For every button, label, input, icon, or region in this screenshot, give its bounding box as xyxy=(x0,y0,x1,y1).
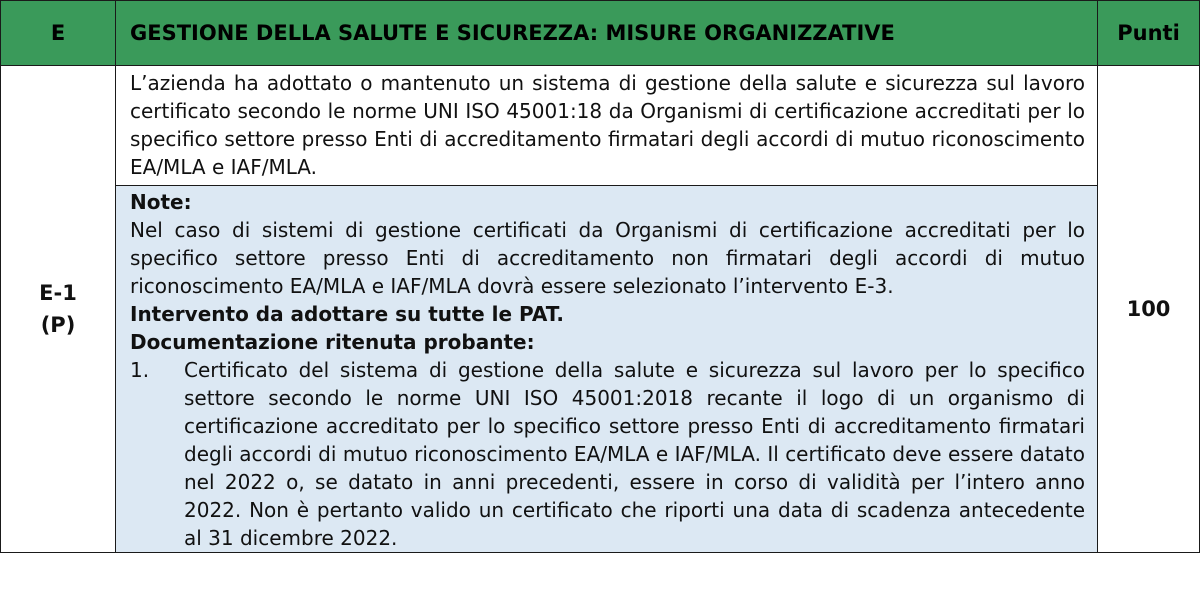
notes-cell xyxy=(116,186,1098,553)
intervention-text: Intervento da adottare su tutte le PAT. xyxy=(130,302,564,326)
header-code: E xyxy=(1,1,116,66)
notes-text: Nel caso di sistemi di gestione certificati da Organismi di certificazione accreditati per lo specifico settore presso Enti di accreditamento non firmatari degli accordi di mutuo riconoscimento EA/MLA e IAF/MLA dovrà essere selezionato l’intervento E-3. xyxy=(130,218,1085,298)
documentation-title: Documentazione ritenuta probante: xyxy=(130,330,535,354)
row-description: L’azienda ha adottato o mantenuto un sistema di gestione della salute e sicurezza sul lavoro certificato secondo le norme UNI ISO 45001:18 da Organismi di certificazione accreditati per lo specifico settore presso Enti di accreditamento firmatari degli accordi di mutuo riconoscimento EA/MLA e IAF/MLA. xyxy=(116,66,1098,186)
row-points: 100 xyxy=(1098,66,1200,553)
row-code-cell xyxy=(1,66,116,553)
notes-row xyxy=(1,186,1200,553)
table-header-row xyxy=(1,1,1200,66)
row-code-suffix: (P) xyxy=(40,313,76,337)
header-points: Punti xyxy=(1098,1,1200,66)
list-item xyxy=(130,356,1085,552)
notes-title: Note: xyxy=(130,190,192,214)
list-item-number: 1. xyxy=(130,358,150,382)
row-code: E-1 xyxy=(39,281,77,305)
header-title: GESTIONE DELLA SALUTE E SICUREZZA: MISURE ORGANIZZATIVE xyxy=(116,1,1098,66)
list-item-text: Certificato del sistema di gestione della salute e sicurezza sul lavoro per lo specifico settore secondo le norme UNI ISO 45001:2018 recante il logo di un organismo di certificazione accreditato per lo specifico settore presso Enti di accreditamento firmatari degli accordi di mutuo riconoscimento EA/MLA e IAF/MLA. Il certificato deve essere datato nel 2022 o, se datato in anni precedenti, essere in corso di validità per l’intero anno 2022. Non è pertanto valido un certificato che riporti una data di scadenza antecedente al 31 dicembre 2022. xyxy=(184,358,1085,550)
table-row xyxy=(1,66,1200,186)
